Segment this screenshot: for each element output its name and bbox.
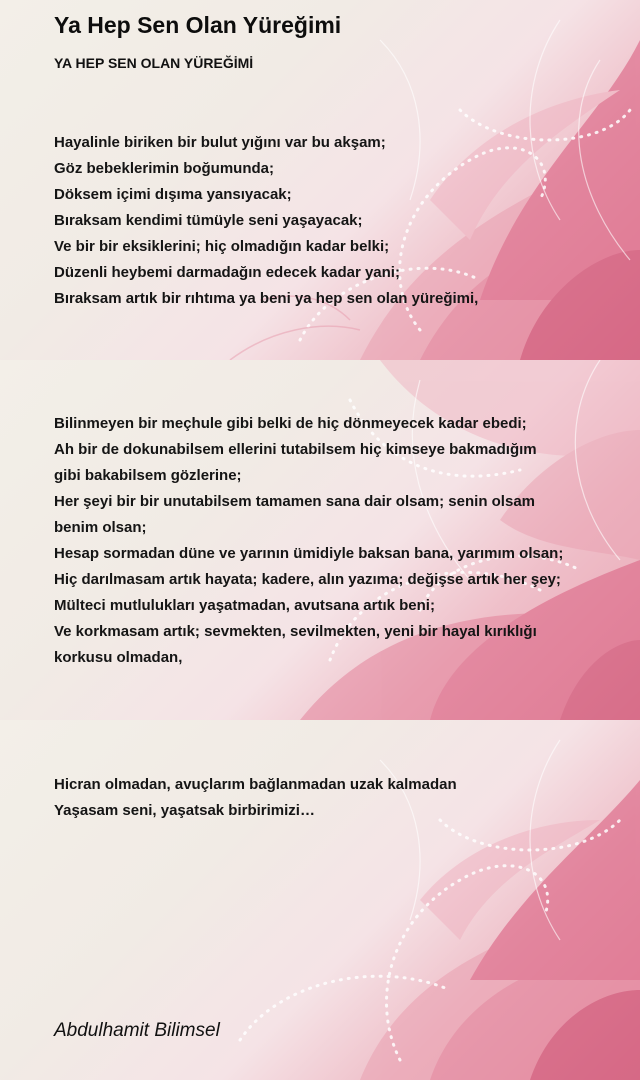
poem-line: Düzenli heybemi darmadağın edecek kadar yani; — [54, 264, 400, 281]
poem-line: Bilinmeyen bir meçhule gibi belki de hiç dönmeyecek kadar ebedi; — [54, 415, 527, 432]
poem-line: Bıraksam artık bir rıhtıma ya beni ya hep sen olan yüreğimi, — [54, 290, 479, 307]
poem-line: Hiç darılmasam artık hayata; kadere, alın yazıma; değişse artık her şey; — [54, 571, 561, 588]
poem-line: Ve bir bir eksiklerini; hiç olmadığın kadar belki; — [54, 238, 390, 255]
poem-line: Döksem içimi dışıma yansıyacak; — [54, 186, 292, 203]
poem-subtitle: YA HEP SEN OLAN YÜREĞİMİ — [54, 55, 254, 71]
poem-line: korkusu olmadan, — [54, 649, 183, 666]
poem-line: Hicran olmadan, avuçlarım bağlanmadan uzak kalmadan — [54, 776, 457, 793]
poem-line: Bıraksam kendimi tümüyle seni yaşayacak; — [54, 212, 363, 229]
poem-line: Mülteci mutlulukları yaşatmadan, avutsana artık beni; — [54, 597, 435, 614]
poem-line: benim olsan; — [54, 519, 147, 536]
poem-author: Abdulhamit Bilimsel — [54, 1020, 220, 1041]
poem-stanza — [54, 772, 614, 824]
poem-line: Hayalinle biriken bir bulut yığını var bu akşam; — [54, 134, 386, 151]
poem-line: Ah bir de dokunabilsem ellerini tutabilsem hiç kimseye bakmadığım — [54, 441, 537, 458]
poem-line: Her şeyi bir bir unutabilsem tamamen sana dair olsam; senin olsam — [54, 493, 535, 510]
poem-stanza — [54, 411, 614, 671]
poem-title: Ya Hep Sen Olan Yüreğimi — [54, 12, 342, 38]
poem-line: Göz bebeklerimin boğumunda; — [54, 160, 275, 177]
poem-line: Hesap sormadan düne ve yarının ümidiyle baksan bana, yarımım olsan; — [54, 545, 564, 562]
poem-line: Ve korkmasam artık; sevmekten, sevilmekten, yeni bir hayal kırıklığı — [54, 623, 537, 640]
poem-line: gibi bakabilsem gözlerine; — [54, 467, 242, 484]
poem-stanza — [54, 130, 614, 312]
poem-line: Yaşasam seni, yaşatsak birbirimizi… — [54, 802, 315, 819]
